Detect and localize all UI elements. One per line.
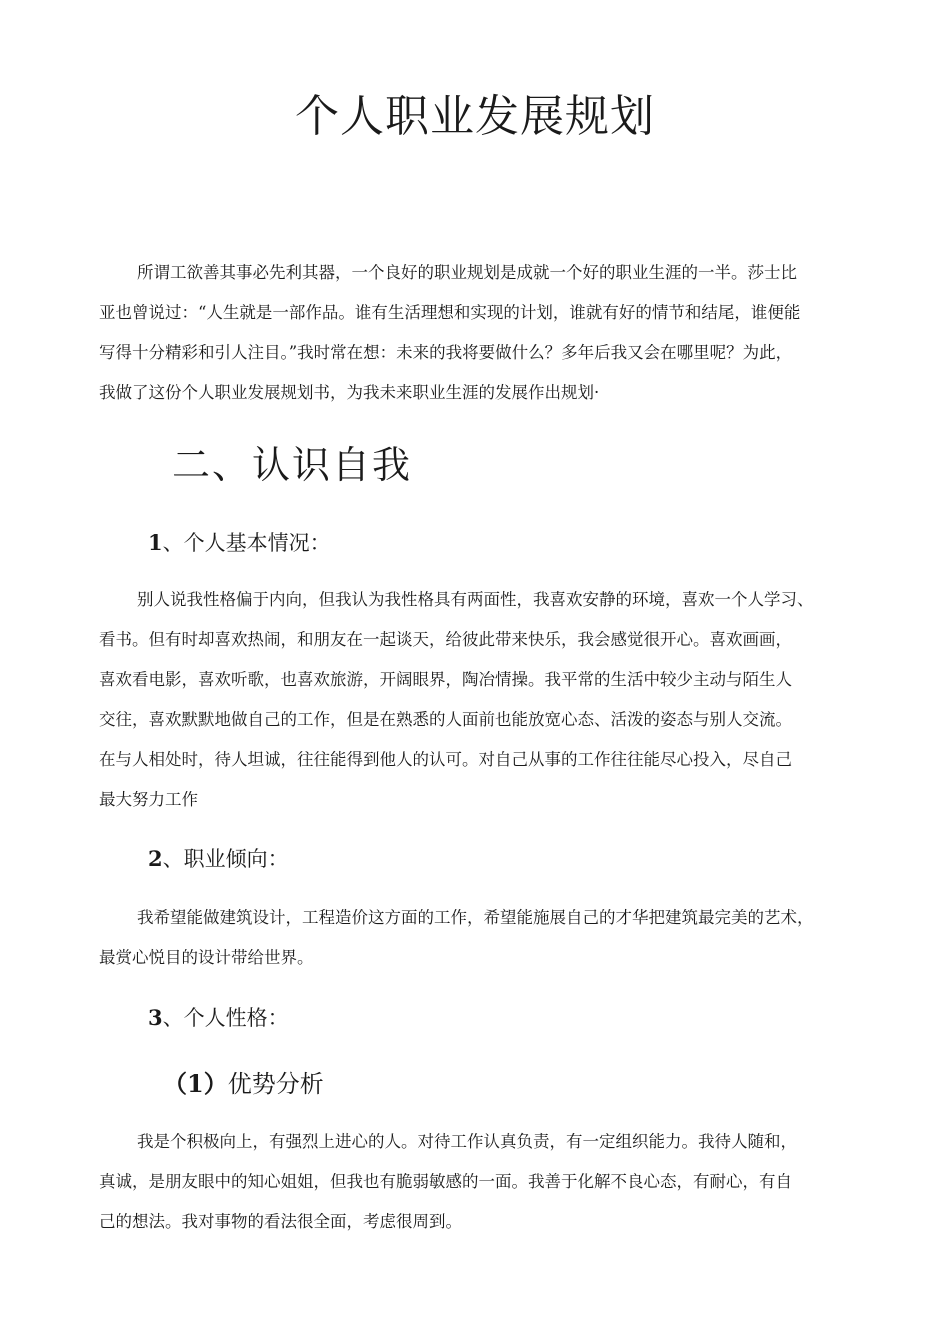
paragraph-line: 交往，喜欢默默地做自己的工作，但是在熟悉的人面前也能放宽心态、活泼的姿态与别人交流。 (99, 710, 792, 729)
paragraph-line: 我希望能做建筑设计，工程造价这方面的工作，希望能施展自己的才华把建筑最完美的艺术， (137, 908, 814, 927)
subheading-text: 、个人性格： (162, 1006, 289, 1030)
paragraph-line: 最大努力工作 (99, 790, 198, 809)
paragraph-line: 别人说我性格偏于内向，但我认为我性格具有两面性，我喜欢安静的环境，喜欢一个人学习、 (137, 590, 814, 609)
paragraph-line: 看书。但有时却喜欢热闹，和朋友在一起谈天，给彼此带来快乐，我会感觉很开心。喜欢画画， (99, 630, 792, 649)
strengths-paragraph (99, 1122, 899, 1242)
paragraph-line: 在与人相处时，待人坦诚，往往能得到他人的认可。对自己从事的工作往往能尽心投入，尽自己 (99, 750, 792, 769)
paragraph-line: 亚也曾说过：“人生就是一部作品。谁有生活理想和实现的计划，谁就有好的情节和结尾，谁便能 (99, 303, 801, 322)
paragraph-line: 喜欢看电影，喜欢听歌，也喜欢旅游，开阔眼界，陶冶情操。我平常的生活中较少主动与陌生人 (99, 670, 792, 689)
subheading-text: 优势分析 (227, 1070, 324, 1098)
paragraph-line: 己的想法。我对事物的看法很全面，考虑很周到。 (99, 1212, 462, 1231)
subheading-basic-info (148, 527, 331, 557)
subheading-number: （1） (163, 1069, 228, 1098)
subheading-number: 3 (148, 1005, 163, 1030)
paragraph-line: 所谓工欲善其事必先利其器，一个良好的职业规划是成就一个好的职业生涯的一半。莎士比 (137, 263, 797, 282)
career-orientation-paragraph (99, 898, 899, 978)
intro-paragraph (99, 253, 899, 413)
paragraph-line: 写得十分精彩和引人注目。”我时常在想：未来的我将要做什么？多年后我又会在哪里呢？为此， (99, 343, 793, 362)
subheading-text: 、个人基本情况： (162, 531, 331, 555)
paragraph-line: 真诚，是朋友眼中的知心姐姐，但我也有脆弱敏感的一面。我善于化解不良心态，有耐心，有自 (99, 1172, 792, 1191)
paragraph-line: 我做了这份个人职业发展规划书，为我未来职业生涯的发展作出规划· (99, 383, 600, 402)
subheading-number: 1 (148, 530, 163, 555)
subheading-personality (148, 1002, 289, 1032)
subheading-number: 2 (148, 846, 163, 871)
subheading-strengths (163, 1064, 324, 1099)
paragraph-line: 最赏心悦目的设计带给世界。 (99, 948, 314, 967)
subheading-career-orientation (148, 843, 289, 873)
paragraph-line: 我是个积极向上，有强烈上进心的人。对待工作认真负责，有一定组织能力。我待人随和， (137, 1132, 797, 1151)
basic-info-paragraph (99, 580, 899, 820)
document-title: 个人职业发展规划 (295, 91, 655, 142)
section-heading-know-yourself: 二、认识自我 (172, 443, 413, 487)
subheading-text: 、职业倾向： (162, 847, 289, 871)
